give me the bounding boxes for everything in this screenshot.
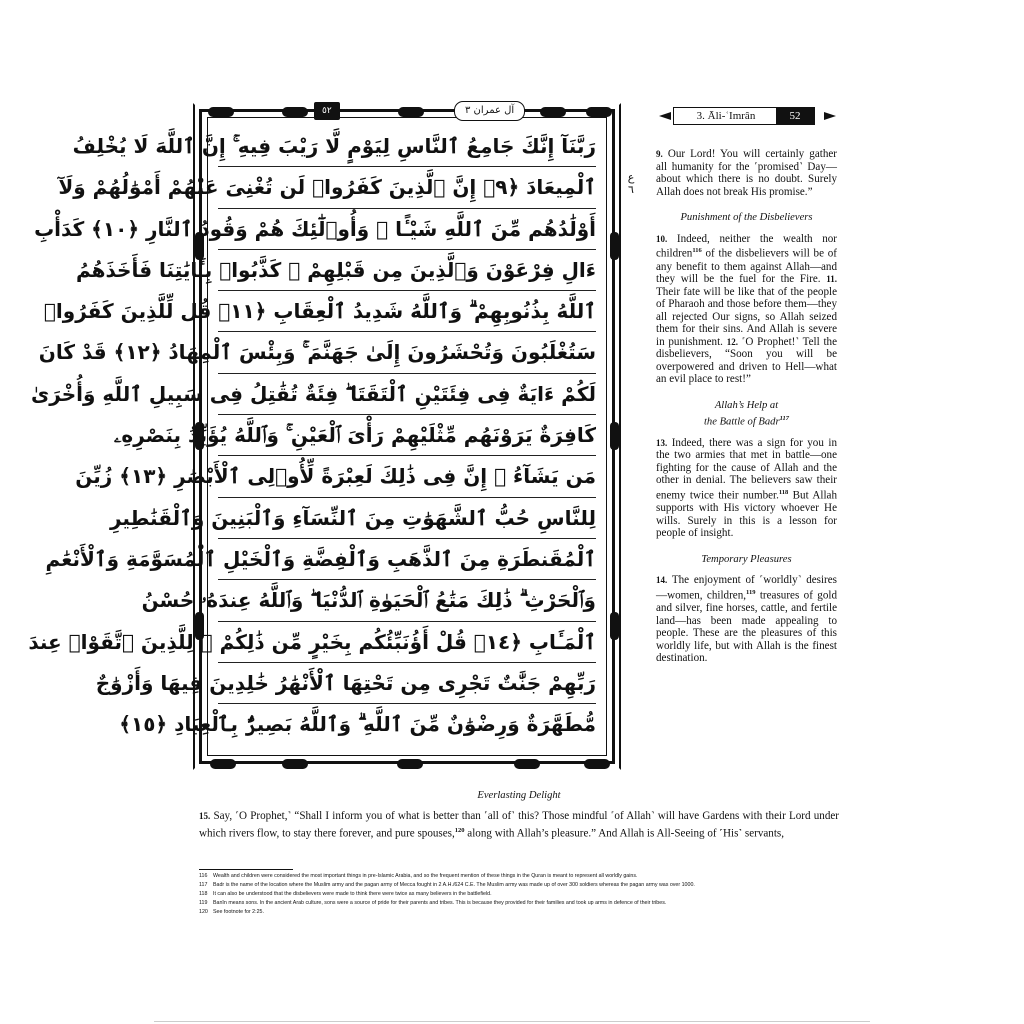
frame-ornament xyxy=(208,107,234,117)
frame-side-ornament xyxy=(610,232,619,260)
section-heading: Punishment of the Disbelievers xyxy=(680,212,813,224)
frame-ornament xyxy=(282,759,308,769)
verse-number: 14. xyxy=(656,575,668,586)
section-heading: Temporary Pleasures xyxy=(701,553,792,565)
verse-number: 15. xyxy=(199,811,211,821)
footnote-divider xyxy=(199,869,293,870)
arabic-line: كَافِرَةٌ يَرَوْنَهُم مِّثْلَيْهِمْ رَأْىَ ٱلْعَيْنِ ۚ وَٱللَّهُ يُؤَيِّدُ بِنَصْرِهِۦ xyxy=(218,415,596,456)
arabic-line: لِلنَّاسِ حُبُّ ٱلشَّهَوَٰتِ مِنَ ٱلنِّسَآءِ وَٱلْبَنِينَ وَٱلْقَنَٰطِيرِ xyxy=(218,498,596,539)
verse-text: ˹O Prophet!˺ Tell the disbelievers, “Soon you will be overpowered and driven to Hell—what an evil place to rest!” xyxy=(656,335,837,386)
verse-number: 13. xyxy=(656,437,668,448)
verse-14 xyxy=(656,574,837,665)
frame-ornament xyxy=(514,759,540,769)
footnote xyxy=(199,881,839,890)
arabic-page-header xyxy=(202,104,612,120)
arabic-line: ٱللَّهُ بِذُنُوبِهِمْ ۗ وَٱللَّهُ شَدِيدُ ٱلْعِقَابِ ﴿١١﴾ قُل لِّلَّذِينَ كَفَرُوا۟ xyxy=(218,291,596,332)
frame-ornament xyxy=(210,759,236,769)
arabic-line: مُّطَهَّرَةٌ وَرِضْوَٰنٌ مِّنَ ٱللَّهِ ۗ وَٱللَّهُ بَصِيرٌۢ بِٱلْعِبَادِ ﴿١٥﴾ xyxy=(119,712,596,737)
section-heading: Allah’s Help at xyxy=(714,399,779,411)
verse-text: Indeed, neither the wealth nor children xyxy=(656,232,837,260)
footnote-text: It can also be understood that the disbelievers were made to think there were twice as many believers in the battlefield. xyxy=(213,890,492,897)
arabic-line: وَٱلْحَرْثِ ۗ ذَٰلِكَ مَتَٰعُ ٱلْحَيَوٰةِ ٱلدُّنْيَا ۖ وَٱللَّهُ عِندَهُۥ حُسْنُ xyxy=(218,580,596,621)
footnote-ref[interactable]: 117 xyxy=(779,414,790,422)
verse-text: along with Allah’s pleasure.” And Allah is All-Seeing of ˹His˺ servants, xyxy=(464,827,785,840)
verse-number: 11. xyxy=(826,274,837,285)
frame-side-ornament xyxy=(610,422,619,450)
verse-number: 12. xyxy=(726,336,738,347)
verse-9 xyxy=(656,148,837,198)
frame-ornament xyxy=(584,759,610,769)
arabic-line: رَبَّنَآ إِنَّكَ جَامِعُ ٱلنَّاسِ لِيَوْمٍ لَّا رَيْبَ فِيهِ ۚ إِنَّ ٱللَّهَ لَا يُخْلِفُ xyxy=(218,126,596,167)
footnote-number: 119 xyxy=(199,899,208,906)
header-right-ornament xyxy=(824,112,836,120)
verse-text: Say, ˹O Prophet,˺ “Shall I inform you of what is better than ˹all of˺ this? Those mindful ˹of Allah˺ will have Gardens with their Lord under which rivers flow, to stay there forever, and pure spouses, xyxy=(199,810,839,840)
footnote xyxy=(199,872,839,881)
footnote-ref[interactable]: 119 xyxy=(746,588,756,596)
footnote-number: 116 xyxy=(199,873,208,879)
arabic-page-frame xyxy=(28,105,615,764)
footnote xyxy=(199,908,839,917)
ruku-marker: ع ٦ xyxy=(627,171,635,196)
verse-number: 10. xyxy=(656,233,668,244)
footnote-text: See footnote for 2:25. xyxy=(213,908,264,915)
footnote-ref[interactable]: 116 xyxy=(692,247,702,255)
verse-15 xyxy=(199,810,839,841)
arabic-line: رَبِّهِمْ جَنَّٰتٌ تَجْرِى مِن تَحْتِهَا ٱلْأَنْهَٰرُ خَٰلِدِينَ فِيهَا وَأَزْوَٰجٌ xyxy=(218,663,596,704)
arabic-line: مَن يَشَآءُ ۗ إِنَّ فِى ذَٰلِكَ لَعِبْرَةً لِّأُو۟لِى ٱلْأَبْصَٰرِ ﴿١٣﴾ زُيِّنَ xyxy=(218,456,596,497)
frame-ornament xyxy=(282,107,308,117)
footnote-text: Banîn means sons. In the ancient Arab culture, sons were a source of pride for their parents and tribes. This is because they provided for their families and took up arms in defence of their tribes. xyxy=(213,899,667,906)
footnote-number: 120 xyxy=(199,908,208,915)
verse-text: Indeed, there was a sign for you in the two armies that met in battle—one fighting for the cause of Allah and the other in denial. The believers saw their enemy twice their number. xyxy=(656,436,837,502)
section-heading-text: the Battle of Badr xyxy=(703,416,780,428)
arabic-line: ٱلْمُقَنطَرَةِ مِنَ ٱلذَّهَبِ وَٱلْفِضَّةِ وَٱلْخَيْلِ ٱلْمُسَوَّمَةِ وَٱلْأَنْعَٰمِ xyxy=(218,539,596,580)
header-box xyxy=(673,107,815,125)
arabic-surah-title: آل عمران ٣ xyxy=(454,101,525,121)
footnote-number: 117 xyxy=(199,881,208,888)
arabic-line: سَتُغْلَبُونَ وَتُحْشَرُونَ إِلَىٰ جَهَنَّمَ ۚ وَبِئْسَ ٱلْمِهَادُ ﴿١٢﴾ قَدْ كَانَ xyxy=(218,332,596,373)
verse-text: treasures of gold and silver, fine horses, cattle, and fertile land—has been made appealing to people. These are the pleasures of this worldly life, but with Allah is the finest destination. xyxy=(656,589,838,665)
section-heading: Everlasting Delight xyxy=(477,790,561,801)
arabic-page-number: ٥٢ xyxy=(314,102,340,120)
arabic-line: ءَالِ فِرْعَوْنَ وَٱلَّذِينَ مِن قَبْلِهِمْ ۚ كَذَّبُوا۟ بِـَٔايَٰتِنَا فَأَخَذَهُمُ xyxy=(218,250,596,291)
footnote-number: 118 xyxy=(199,890,208,897)
page-bottom-rule xyxy=(154,1021,870,1022)
frame-ornament xyxy=(397,759,423,769)
verse-text: The enjoyment of ˹worldly˺ desires—women, children, xyxy=(656,574,837,602)
footnote-ref[interactable]: 118 xyxy=(778,488,789,496)
arabic-line: ٱلْمِيعَادَ ﴿٩﴾ إِنَّ ٱلَّذِينَ كَفَرُوا۟ لَن تُغْنِىَ عَنْهُمْ أَمْوَٰلُهُمْ وَلَآ xyxy=(218,167,596,208)
arabic-line: لَكُمْ ءَايَةٌ فِى فِئَتَيْنِ ٱلْتَقَتَا ۖ فِئَةٌ تُقَٰتِلُ فِى سَبِيلِ ٱللَّهِ وَأُخْرَىٰ xyxy=(218,374,596,415)
footnote-text: Wealth and children were considered the most important things in pre-Islamic Arabia, and so the frequent mention of these things in the Quran is meant to represent all worldly gains. xyxy=(213,873,638,879)
frame-ornament xyxy=(586,107,612,117)
page-number: 52 xyxy=(776,108,814,124)
english-page-header xyxy=(659,107,836,127)
header-left-ornament xyxy=(659,112,671,120)
verse-13 xyxy=(656,437,837,540)
verse-text: But Allah supports with His victory whoever He wills. Surely in this is a lesson for people of insight. xyxy=(656,489,837,540)
english-translation-column xyxy=(656,148,837,673)
verse-text: of the disbelievers will be of any benefit to them against Allah—and they will be the fuel for the Fire. xyxy=(656,247,837,286)
footnote xyxy=(199,890,839,899)
section-heading xyxy=(656,413,837,429)
verse-text: Our Lord! You will certainly gather all humanity for the ˹promised˺ Day—about which there is no doubt. Surely Allah does not break His promise.” xyxy=(656,148,837,198)
footnote xyxy=(199,899,839,908)
footnotes xyxy=(199,872,839,917)
frame-ornament xyxy=(540,107,566,117)
frame-ornament xyxy=(398,107,424,117)
arabic-line: أَوْلَٰدُهُم مِّنَ ٱللَّهِ شَيْـًٔا ۖ وَأُو۟لَٰٓئِكَ هُمْ وَقُودُ ٱلنَّارِ ﴿١٠﴾ كَدَأْبِ xyxy=(218,209,596,250)
footnote-text: Badr is the name of the location where the Muslim army and the pagan army of Mecca fought in 2 A.H./624 C.E. The Muslim army was made up of over 300 soldiers whereas the pagan army was over 1000. xyxy=(213,881,695,888)
verse-number: 9. xyxy=(656,149,663,159)
footnote-ref[interactable]: 120 xyxy=(454,826,465,834)
frame-side-ornament xyxy=(610,612,619,640)
verse-text: Their fate will be like that of the people of Pharaoh and those before them—they all rejected Our signs, so Allah seized them for their sins. And Allah is severe in punishment. xyxy=(656,285,837,348)
verse-10-12 xyxy=(656,233,837,386)
surah-name: 3. Āli-ʿImrân xyxy=(696,110,756,122)
arabic-line: ٱلْمَـَٔابِ ﴿١٤﴾ قُلْ أَؤُنَبِّئُكُم بِخَيْرٍ مِّن ذَٰلِكُمْ ۚ لِلَّذِينَ ٱتَّقَوْا۟ عِندَ xyxy=(218,622,596,663)
arabic-text-block xyxy=(28,126,596,749)
